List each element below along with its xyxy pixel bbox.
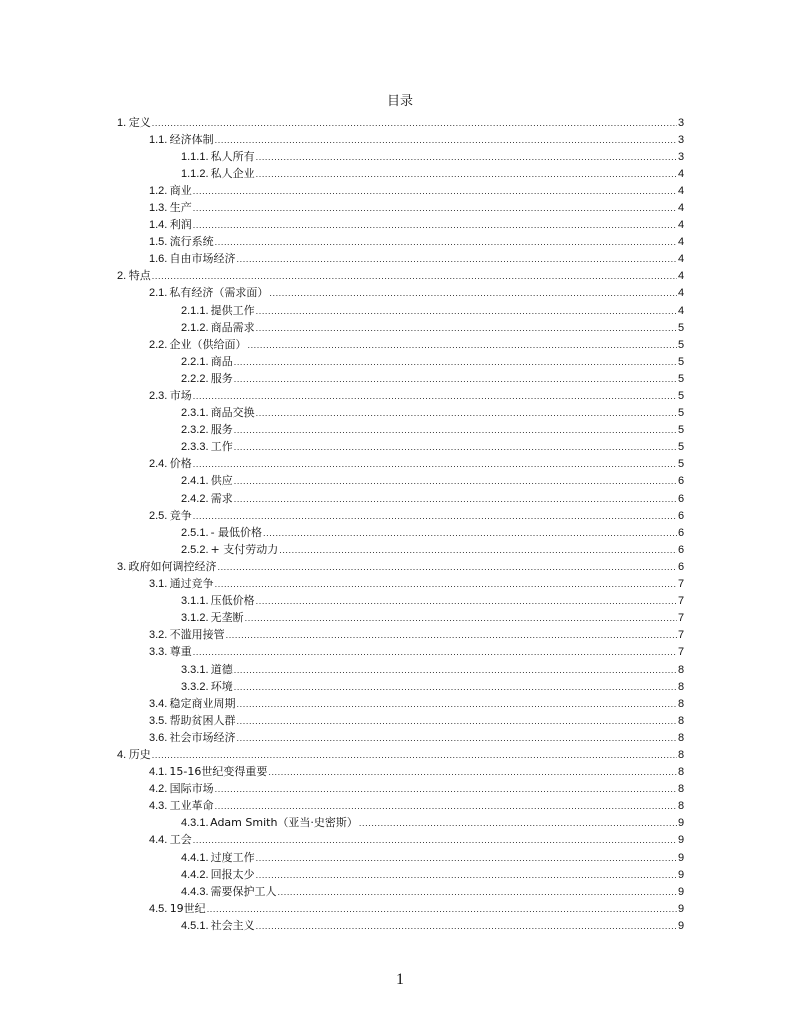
toc-dot-leader: [215, 781, 677, 798]
toc-entry-page: 9: [678, 885, 685, 898]
toc-dot-leader: [256, 405, 677, 422]
toc-entry-number: 2.4.1.: [181, 475, 209, 488]
toc-entry-title: 政府如何调控经济: [128, 559, 217, 573]
toc-entry[interactable]: [117, 541, 684, 558]
toc-dot-leader: [237, 251, 677, 268]
toc-entry-title: 15-16世纪变得重要: [169, 765, 268, 779]
toc-entry-page: 8: [678, 800, 685, 813]
toc-entry[interactable]: [117, 387, 684, 404]
toc-entry-page: 6: [678, 509, 685, 522]
toc-dot-leader: [237, 730, 677, 747]
toc-dot-leader: [256, 166, 677, 183]
toc-entry-number: 3.2.: [149, 629, 168, 642]
toc-entry-page: 7: [678, 629, 685, 642]
toc-dot-leader: [234, 473, 677, 490]
toc-dot-leader: [234, 371, 677, 388]
toc-entry-number: 2.5.: [149, 509, 168, 522]
toc-entry[interactable]: [117, 421, 684, 438]
toc-entry-title: 帮助贫困人群: [169, 713, 236, 727]
toc-entry[interactable]: [117, 524, 684, 541]
toc-dot-leader: [152, 115, 677, 132]
toc-entry-page: 6: [678, 543, 685, 556]
toc-entry-title: 自由市场经济: [169, 252, 236, 266]
toc-entry-page: 8: [678, 766, 685, 779]
toc-entry-page: 5: [678, 424, 685, 437]
toc-entry[interactable]: [117, 216, 684, 233]
toc-dot-leader: [193, 508, 677, 525]
toc-entry-page: 4: [678, 167, 685, 180]
toc-entry-page: 4: [678, 236, 685, 249]
toc-entry-page: 5: [678, 321, 685, 334]
toc-entry-title: 道德: [210, 662, 233, 676]
toc-dot-leader: [193, 644, 677, 661]
toc-dot-leader: [234, 422, 677, 439]
toc-entry-number: 1.6.: [149, 253, 168, 266]
toc-entry-page: 4: [678, 287, 685, 300]
toc-entry[interactable]: [117, 165, 684, 182]
toc-dot-leader: [207, 901, 677, 918]
toc-entry-title: 社会主义: [210, 918, 255, 932]
toc-entry-title: 需求: [210, 491, 233, 505]
toc-dot-leader: [256, 320, 677, 337]
toc-entry-number: 3.3.: [149, 646, 168, 659]
toc-entry-title: 压低价格: [210, 594, 255, 608]
toc-entry-number: 3.6.: [149, 731, 168, 744]
toc-entry-number: 3.3.1.: [181, 663, 209, 676]
toc-entry[interactable]: [117, 404, 684, 421]
toc-dot-leader: [193, 217, 677, 234]
toc-entry[interactable]: [117, 849, 684, 866]
toc-entry-number: 4.2.: [149, 783, 168, 796]
toc-entry[interactable]: [117, 370, 684, 387]
toc-entry-number: 1.1.1.: [181, 150, 209, 163]
toc-entry-number: 4.3.: [149, 800, 168, 813]
toc-entry-title: 提供工作: [210, 303, 255, 317]
toc-entry[interactable]: [117, 182, 684, 199]
toc-entry-title: 社会市场经济: [169, 730, 236, 744]
toc-entry-title: 服务: [210, 423, 233, 437]
table-of-contents: [117, 114, 684, 935]
toc-entry-number: 3.5.: [149, 714, 168, 727]
toc-entry-number: 2.2.1.: [181, 355, 209, 368]
toc-entry-page: 5: [678, 407, 685, 420]
toc-dot-leader: [237, 696, 677, 713]
toc-entry-title: 回报太少: [210, 867, 255, 881]
toc-entry-number: 3.1.: [149, 578, 168, 591]
toc-dot-leader: [234, 439, 677, 456]
toc-entry-page: 5: [678, 338, 685, 351]
toc-entry-page: 5: [678, 355, 685, 368]
toc-entry-number: 3.4.: [149, 697, 168, 710]
toc-entry-title: 利润: [169, 218, 192, 232]
toc-entry-number: 2.: [117, 270, 127, 283]
toc-dot-leader: [193, 832, 677, 849]
toc-entry[interactable]: [117, 353, 684, 370]
toc-entry-page: 7: [678, 595, 685, 608]
toc-entry[interactable]: [117, 797, 684, 814]
toc-entry-title: 生产: [169, 200, 192, 214]
toc-entry-title: 无垄断: [210, 611, 244, 625]
toc-dot-leader: [193, 388, 677, 405]
toc-entry-page: 9: [678, 868, 685, 881]
toc-entry-number: 1.3.: [149, 201, 168, 214]
toc-entry-page: 8: [678, 731, 685, 744]
toc-entry[interactable]: [117, 250, 684, 267]
toc-dot-leader: [234, 679, 677, 696]
toc-entry[interactable]: [117, 336, 684, 353]
toc-entry-title: 尊重: [169, 645, 192, 659]
toc-entry-number: 3.: [117, 560, 127, 573]
toc-dot-leader: [278, 884, 677, 901]
toc-dot-leader: [152, 747, 677, 764]
toc-dot-leader: [234, 491, 677, 508]
toc-entry-page: 4: [678, 201, 685, 214]
toc-dot-leader: [256, 850, 677, 867]
toc-dot-leader: [279, 542, 677, 559]
toc-entry[interactable]: [117, 729, 684, 746]
toc-dot-leader: [234, 662, 677, 679]
toc-entry-title: 19世纪: [169, 901, 206, 915]
toc-entry-number: 4.5.1.: [181, 919, 209, 932]
toc-entry-title: 过度工作: [210, 850, 255, 864]
toc-entry[interactable]: [117, 866, 684, 883]
toc-entry[interactable]: [117, 455, 684, 472]
toc-entry-page: 3: [678, 150, 685, 163]
toc-entry-title: 商品: [210, 354, 233, 368]
toc-entry-page: 6: [678, 475, 685, 488]
toc-entry-title: 特点: [128, 269, 151, 283]
toc-entry-number: 3.1.2.: [181, 612, 209, 625]
toc-entry-page: 9: [678, 834, 685, 847]
toc-entry-page: 8: [678, 663, 685, 676]
toc-entry[interactable]: [117, 148, 684, 165]
toc-entry-number: 4.: [117, 748, 127, 761]
toc-entry-title: 稳定商业周期: [169, 696, 236, 710]
toc-entry-page: 8: [678, 748, 685, 761]
toc-entry[interactable]: [117, 695, 684, 712]
toc-entry[interactable]: [117, 883, 684, 900]
toc-dot-leader: [215, 132, 677, 149]
toc-entry[interactable]: [117, 917, 684, 934]
toc-entry-title: Adam Smith（亚当·史密斯）: [210, 816, 358, 830]
toc-entry-title: 私人所有: [210, 149, 255, 163]
toc-entry-page: 6: [678, 492, 685, 505]
toc-entry-title: 流行系统: [169, 235, 214, 249]
toc-entry[interactable]: [117, 609, 684, 626]
toc-entry-title: 定义: [128, 115, 151, 129]
toc-entry-title: 私人企业: [210, 166, 255, 180]
toc-entry[interactable]: [117, 558, 684, 575]
toc-entry-number: 2.2.2.: [181, 372, 209, 385]
toc-dot-leader: [215, 234, 677, 251]
toc-entry-number: 3.3.2.: [181, 680, 209, 693]
toc-entry-title: 商品需求: [210, 320, 255, 334]
toc-entry-page: 9: [678, 919, 685, 932]
toc-entry-page: 5: [678, 458, 685, 471]
toc-entry-number: 2.1.1.: [181, 304, 209, 317]
toc-entry[interactable]: [117, 319, 684, 336]
toc-dot-leader: [152, 268, 677, 285]
toc-entry-title: 商业: [169, 183, 192, 197]
toc-entry-number: 4.3.1.: [181, 817, 209, 830]
toc-entry[interactable]: [117, 490, 684, 507]
toc-entry-page: 5: [678, 372, 685, 385]
toc-dot-leader: [193, 456, 677, 473]
toc-entry-title: 企业（供给面）: [169, 337, 247, 351]
toc-entry-title: 经济体制: [169, 132, 214, 146]
toc-entry[interactable]: [117, 302, 684, 319]
toc-entry[interactable]: [117, 507, 684, 524]
toc-dot-leader: [215, 798, 677, 815]
toc-entry-page: 8: [678, 697, 685, 710]
toc-entry-title: 服务: [210, 371, 233, 385]
toc-entry-page: 6: [678, 526, 685, 539]
toc-entry-number: 4.4.2.: [181, 868, 209, 881]
toc-entry-number: 2.3.2.: [181, 424, 209, 437]
toc-dot-leader: [256, 867, 677, 884]
toc-entry[interactable]: [117, 575, 684, 592]
toc-entry-page: 9: [678, 902, 685, 915]
toc-entry-title: 商品交换: [210, 406, 255, 420]
toc-entry-title: 供应: [210, 474, 233, 488]
toc-dot-leader: [247, 337, 677, 354]
toc-entry[interactable]: [117, 284, 684, 301]
toc-dot-leader: [237, 713, 677, 730]
toc-entry-title: + 支付劳动力: [210, 542, 279, 556]
toc-entry-number: 1.5.: [149, 236, 168, 249]
toc-entry-page: 4: [678, 184, 685, 197]
toc-entry-number: 2.5.1.: [181, 526, 209, 539]
toc-entry-number: 2.4.: [149, 458, 168, 471]
toc-entry-number: 2.5.2.: [181, 543, 209, 556]
toc-entry[interactable]: [117, 438, 684, 455]
toc-entry-page: 9: [678, 851, 685, 864]
toc-dot-leader: [256, 918, 677, 935]
toc-entry-title: 价格: [169, 457, 192, 471]
page-number: 1: [396, 971, 404, 988]
toc-entry-page: 5: [678, 390, 685, 402]
toc-entry[interactable]: [117, 592, 684, 609]
toc-entry-page: 8: [678, 680, 685, 693]
toc-entry[interactable]: [117, 661, 684, 678]
toc-entry-number: 1.: [117, 116, 127, 129]
toc-entry[interactable]: [117, 900, 684, 917]
toc-entry[interactable]: [117, 626, 684, 643]
toc-entry-page: 5: [678, 441, 685, 454]
toc-entry-number: 2.1.: [149, 287, 168, 300]
toc-dot-leader: [263, 525, 677, 542]
toc-entry-page: 7: [678, 646, 685, 659]
toc-entry-number: 4.1.: [149, 766, 168, 779]
toc-entry-number: 4.4.1.: [181, 851, 209, 864]
toc-entry[interactable]: [117, 131, 684, 148]
toc-entry-title: 国际市场: [169, 782, 214, 796]
toc-entry-number: 1.1.2.: [181, 167, 209, 180]
toc-entry[interactable]: [117, 233, 684, 250]
toc-entry-number: 4.5.: [149, 902, 168, 915]
toc-entry-page: 4: [678, 270, 685, 283]
toc-entry-number: 2.2.: [149, 338, 168, 351]
toc-entry[interactable]: [117, 114, 684, 131]
toc-entry-page: 3: [678, 116, 685, 129]
toc-title: 目录: [386, 94, 413, 109]
toc-entry-page: 6: [678, 560, 685, 573]
toc-entry[interactable]: [117, 643, 684, 660]
toc-entry[interactable]: [117, 678, 684, 695]
toc-entry-page: 4: [678, 304, 685, 317]
toc-entry-number: 2.4.2.: [181, 492, 209, 505]
toc-dot-leader: [217, 559, 677, 576]
toc-entry-title: 工业革命: [169, 799, 214, 813]
toc-dot-leader: [215, 576, 677, 593]
toc-dot-leader: [234, 354, 677, 371]
toc-entry-title: 竞争: [169, 508, 192, 522]
toc-entry[interactable]: [117, 267, 684, 284]
toc-entry-page: 3: [678, 133, 685, 146]
toc-entry-number: 2.3.1.: [181, 407, 209, 420]
toc-entry-number: 2.3.3.: [181, 441, 209, 454]
toc-dot-leader: [256, 149, 677, 166]
toc-entry-title: 历史: [128, 747, 151, 761]
toc-entry-page: 7: [678, 578, 685, 591]
toc-entry-title: 不滥用接管: [169, 628, 225, 642]
toc-entry-number: 2.3.: [149, 390, 168, 402]
toc-entry[interactable]: [117, 763, 684, 780]
toc-entry-title: 市场: [169, 389, 192, 402]
toc-entry-page: 4: [678, 253, 685, 266]
toc-entry-page: 4: [678, 219, 685, 232]
toc-entry-title: 工作: [210, 440, 233, 454]
toc-entry-title: 私有经济（需求面）: [169, 286, 269, 300]
toc-dot-leader: [193, 183, 677, 200]
toc-entry[interactable]: [117, 831, 684, 848]
toc-dot-leader: [268, 764, 677, 781]
toc-entry-title: 需要保护工人: [210, 884, 277, 898]
toc-entry-title: - 最低价格: [210, 525, 263, 539]
toc-entry[interactable]: [117, 712, 684, 729]
toc-dot-leader: [269, 285, 677, 302]
toc-dot-leader: [256, 593, 677, 610]
toc-entry[interactable]: [117, 814, 684, 831]
toc-entry[interactable]: [117, 780, 684, 797]
toc-entry-title: 工会: [169, 833, 192, 847]
toc-entry[interactable]: [117, 199, 684, 216]
toc-entry-number: 4.4.3.: [181, 885, 209, 898]
toc-dot-leader: [245, 610, 677, 627]
toc-dot-leader: [256, 303, 677, 320]
toc-dot-leader: [193, 200, 677, 217]
toc-entry-number: 4.4.: [149, 834, 168, 847]
toc-entry-title: 环境: [210, 679, 233, 693]
toc-entry-number: 2.1.2.: [181, 321, 209, 334]
toc-entry-page: 9: [678, 817, 685, 830]
toc-dot-leader: [359, 815, 677, 832]
toc-entry-page: 7: [678, 612, 685, 625]
toc-entry-title: 通过竞争: [169, 577, 214, 591]
toc-entry-number: 1.1.: [149, 133, 168, 146]
toc-dot-leader: [226, 627, 677, 644]
toc-entry-page: 8: [678, 714, 685, 727]
toc-entry-number: 3.1.1.: [181, 595, 209, 608]
toc-entry[interactable]: [117, 472, 684, 489]
toc-entry-number: 1.2.: [149, 184, 168, 197]
toc-entry-number: 1.4.: [149, 219, 168, 232]
toc-entry[interactable]: [117, 746, 684, 763]
toc-entry-page: 8: [678, 783, 685, 796]
